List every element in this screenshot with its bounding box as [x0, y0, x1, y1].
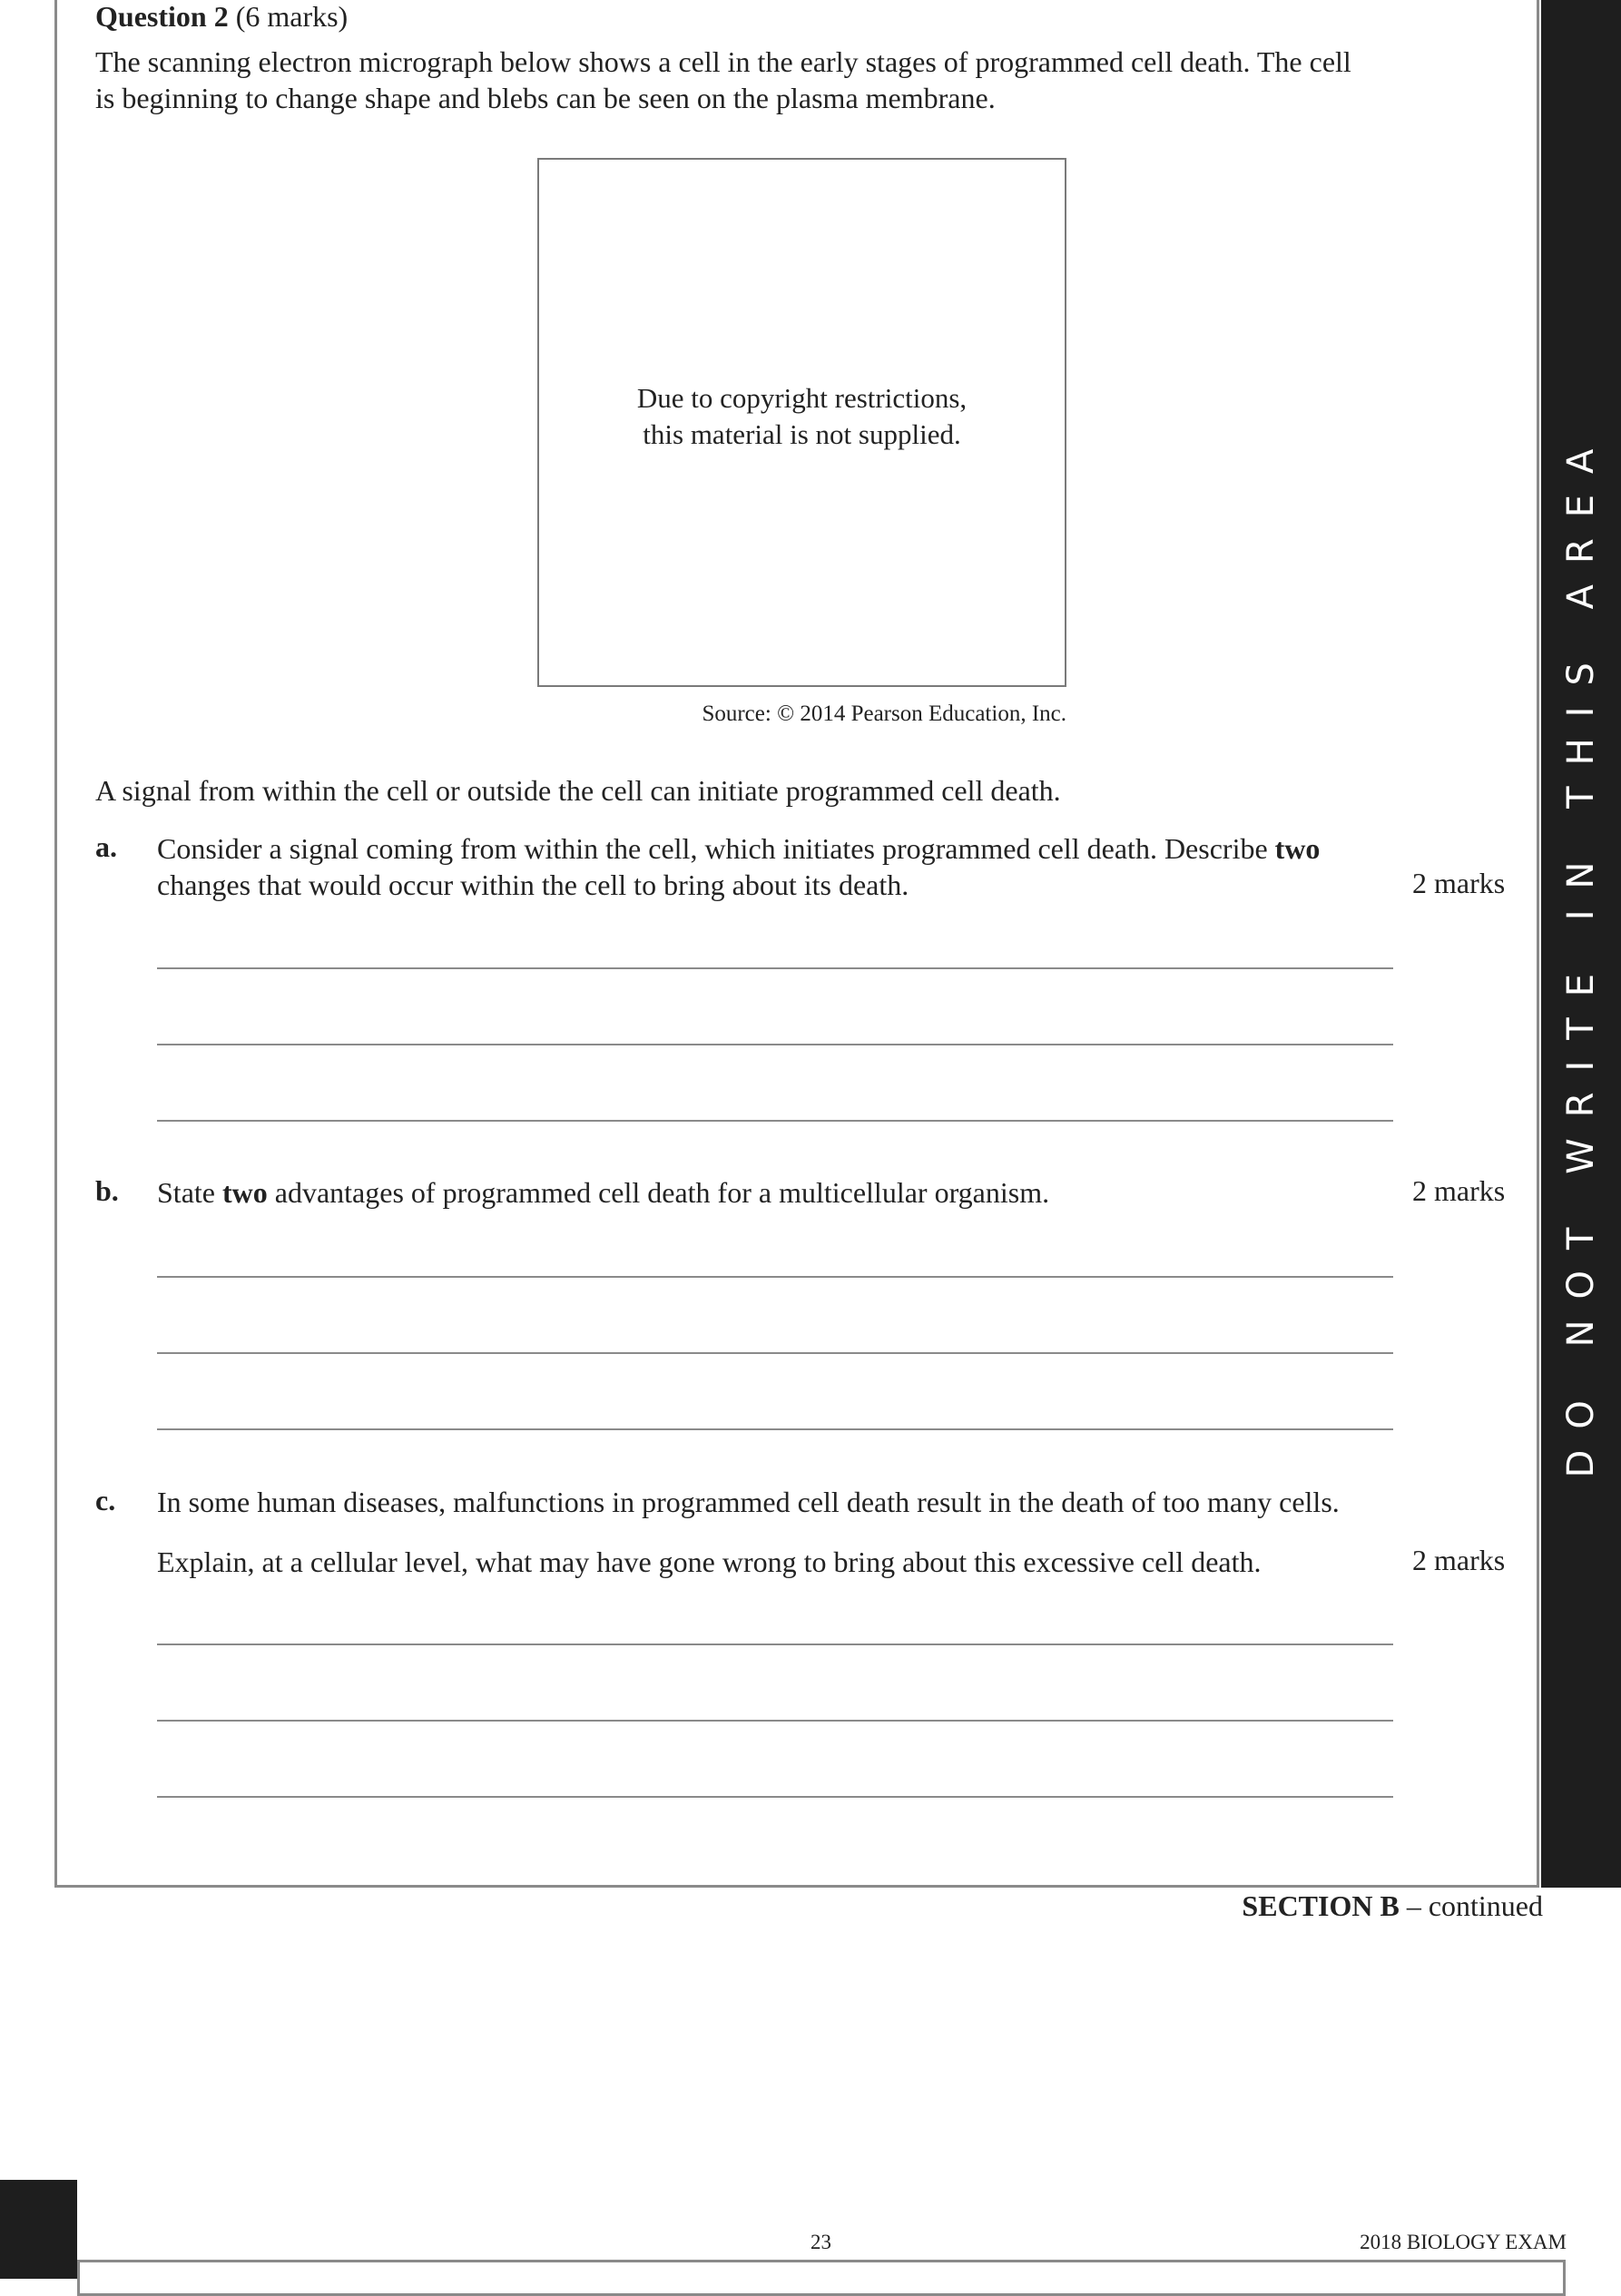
- part-c-question: Explain, at a cellular level, what may have gone wrong to bring about this excessive cell death.: [157, 1545, 1262, 1578]
- answer-line[interactable]: [157, 1720, 1393, 1722]
- page-number: 23: [810, 2231, 831, 2253]
- intro-line-2: is beginning to change shape and blebs can be seen on the plasma membrane.: [95, 82, 996, 114]
- answer-line[interactable]: [157, 967, 1393, 969]
- copyright-line-2: this material is not supplied.: [643, 418, 961, 450]
- image-source: Source: © 2014 Pearson Education, Inc.: [702, 702, 1066, 726]
- page-corner-block: [0, 2180, 77, 2279]
- part-b-question: State two advantages of programmed cell death for a multicellular organism.: [157, 1176, 1050, 1209]
- part-b-marks: 2 marks: [1412, 1174, 1506, 1207]
- signal-statement: A signal from within the cell or outside the cell can initiate programmed cell death.: [95, 774, 1061, 807]
- part-c-label: c.: [95, 1484, 116, 1516]
- do-not-write-label: DO NOT WRITE IN THIS AREA: [1560, 427, 1602, 1478]
- part-c-marks: 2 marks: [1412, 1544, 1506, 1576]
- copyright-notice: [539, 380, 1065, 453]
- answer-line[interactable]: [157, 1044, 1393, 1045]
- question-number: Question 2: [95, 0, 229, 33]
- part-a-label: a.: [95, 830, 117, 863]
- emphasis-two: two: [221, 1176, 268, 1209]
- question-intro: [95, 44, 1351, 116]
- exam-title: 2018 BIOLOGY EXAM: [1360, 2231, 1567, 2253]
- section-continued: SECTION B – continued: [1242, 1889, 1543, 1922]
- micrograph-placeholder: [537, 158, 1066, 687]
- intro-line-1: The scanning electron micrograph below shows a cell in the early stages of programmed cell death. The cell: [95, 45, 1351, 78]
- answer-line[interactable]: [157, 1644, 1393, 1645]
- part-c-context: In some human diseases, malfunctions in programmed cell death result in the death of too many cells.: [157, 1486, 1340, 1518]
- footer-border: [77, 2260, 1566, 2296]
- answer-line[interactable]: [157, 1276, 1393, 1278]
- answer-line[interactable]: [157, 1352, 1393, 1354]
- emphasis-two: two: [1274, 832, 1321, 865]
- answer-line[interactable]: [157, 1120, 1393, 1122]
- part-a-marks: 2 marks: [1412, 867, 1506, 899]
- copyright-line-1: Due to copyright restrictions,: [636, 382, 968, 414]
- question-title: [95, 0, 348, 34]
- question-marks: (6 marks): [228, 0, 349, 33]
- answer-line[interactable]: [157, 1428, 1393, 1430]
- answer-line[interactable]: [157, 1796, 1393, 1798]
- part-b-label: b.: [95, 1174, 119, 1207]
- part-a-question: Consider a signal coming from within the cell, which initiates programmed cell death. Describe two changes that would occur within the cell to bring about its death.: [157, 832, 1321, 901]
